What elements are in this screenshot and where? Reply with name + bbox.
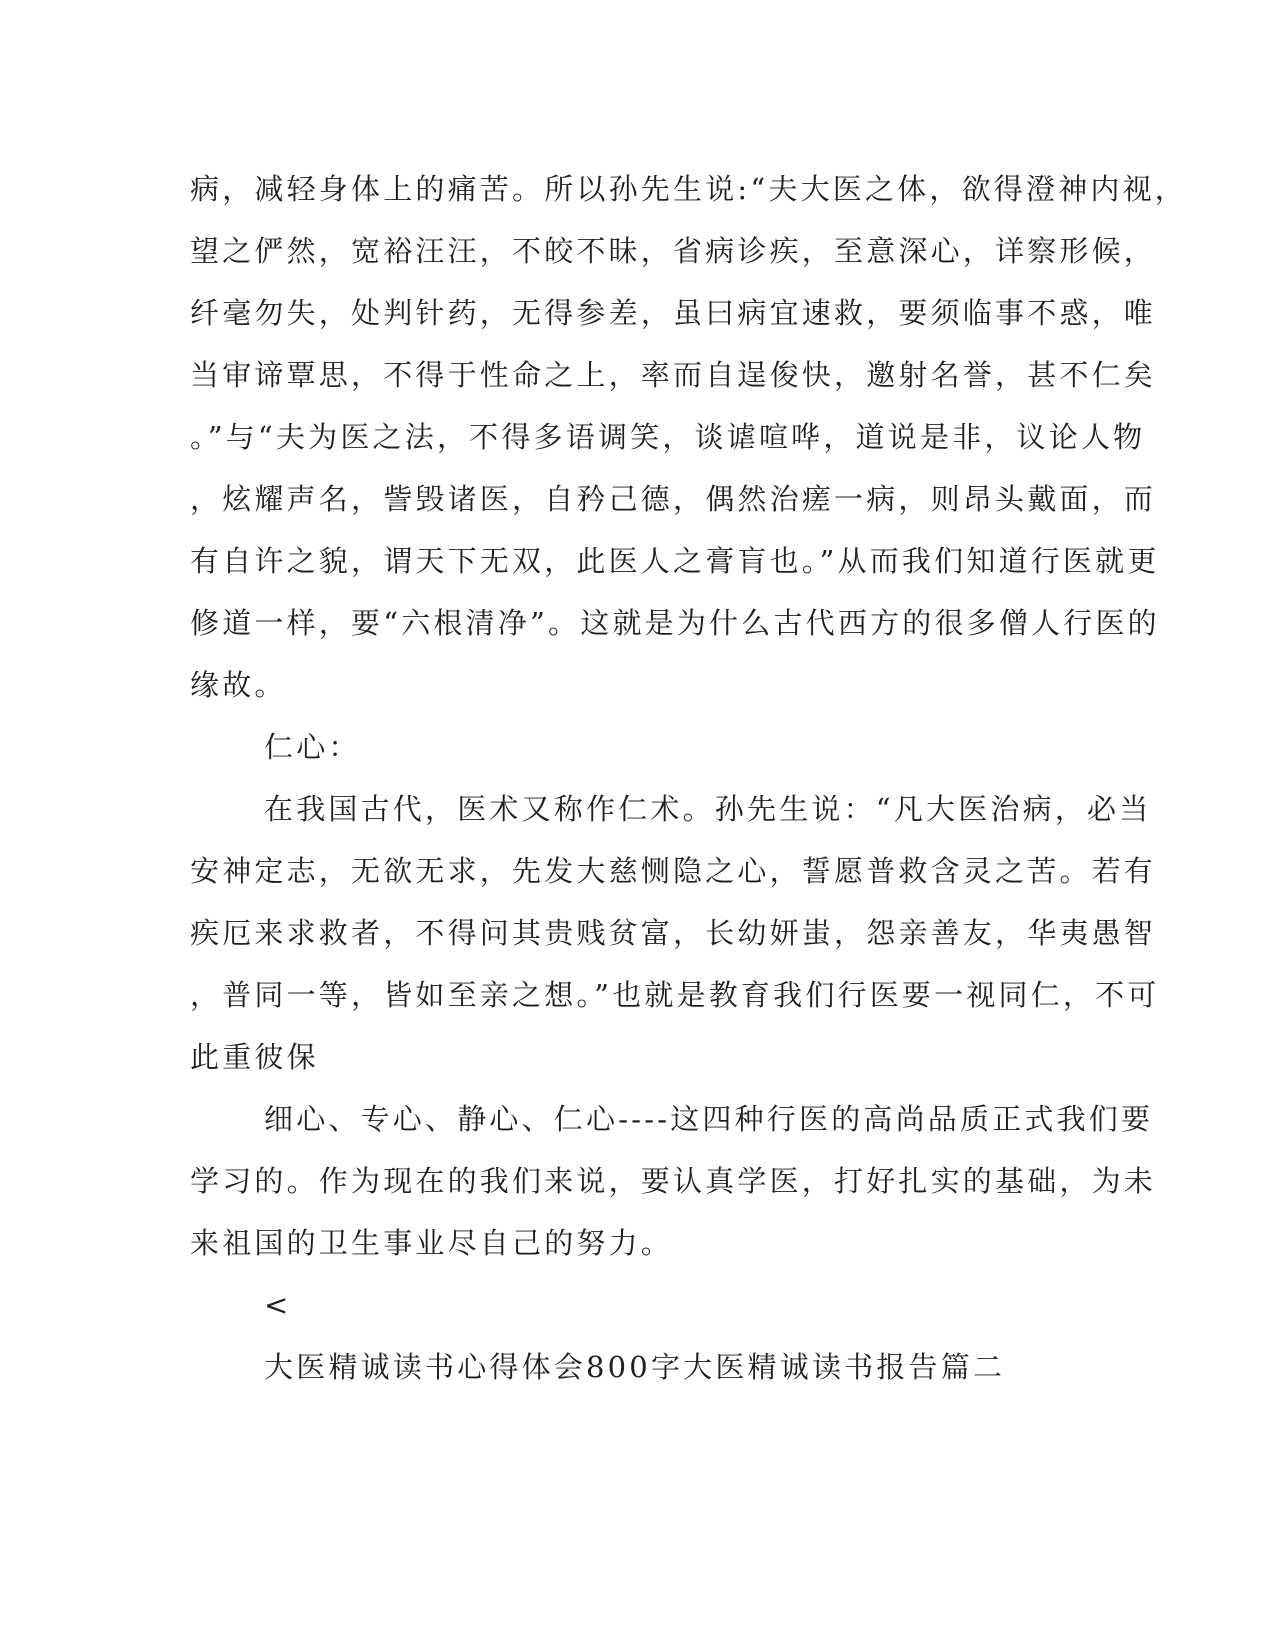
- paragraph-line: 修道一样，要“六根清净”。这就是为什么古代西方的很多僧人行医的: [190, 606, 1160, 640]
- paragraph-line: 此重彼保: [190, 1040, 319, 1074]
- paragraph-line: 疾厄来求救者，不得问其贵贱贫富，长幼妍蚩，怨亲善友，华夷愚智: [190, 916, 1157, 950]
- document-body: [190, 158, 1187, 1398]
- paragraph-line: 纤毫勿失，处判针药，无得参差，虽曰病宜速救，要须临事不惑，唯: [190, 296, 1157, 330]
- paragraph-line: 细心、专心、静心、仁心----这四种行医的高尚品质正式我们要: [264, 1102, 1154, 1136]
- paragraph-line: 有自许之貌，谓天下无双，此医人之膏肓也。”从而我们知道行医就更: [190, 544, 1160, 578]
- paragraph-line: 望之俨然，宽裕汪汪，不皎不昧，省病诊疾，至意深心，详察形候，: [190, 234, 1157, 268]
- paragraph-line: 。”与“夫为医之法，不得多语调笑，谈谑喧哗，道说是非，议论人物: [190, 420, 1146, 454]
- paragraph-line: 来祖国的卫生事业尽自己的努力。: [190, 1226, 674, 1260]
- paragraph-line: 当审谛覃思，不得于性命之上，率而自逞俊快，邀射名誉，甚不仁矣: [190, 358, 1157, 392]
- paragraph-line: 安神定志，无欲无求，先发大慈恻隐之心，誓愿普救含灵之苦。若有: [190, 854, 1157, 888]
- paragraph-line: ，普同一等，皆如至亲之想。”也就是教育我们行医要一视同仁，不可: [190, 978, 1160, 1012]
- paragraph-line: ，炫耀声名，訾毁诸医，自矜己德，偶然治瘥一病，则昂头戴面，而: [190, 482, 1157, 516]
- paragraph-line: 病，减轻身体上的痛苦。所以孙先生说:“夫大医之体，欲得澄神内视，: [190, 172, 1187, 206]
- paragraph-line: 学习的。作为现在的我们来说，要认真学医，打好扎实的基础，为未: [190, 1164, 1157, 1198]
- section-heading: 仁心：: [264, 730, 361, 764]
- separator-symbol: <: [264, 1288, 292, 1322]
- paragraph-line: 在我国古代，医术又称作仁术。孙先生说：“凡大医治病，必当: [264, 792, 1152, 826]
- document-title-line: 大医精诚读书心得体会800字大医精诚读书报告篇二: [264, 1350, 1006, 1384]
- paragraph-line: 缘故。: [190, 668, 287, 702]
